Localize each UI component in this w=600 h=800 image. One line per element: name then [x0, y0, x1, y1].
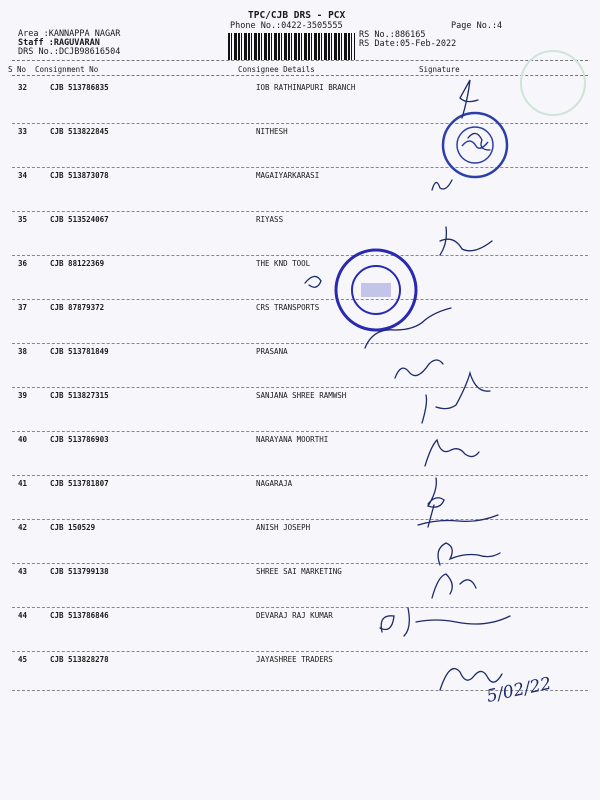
col-sno: S No [8, 65, 27, 74]
row-consignee: DEVARAJ RAJ KUMAR [256, 611, 333, 620]
signature-38 [395, 360, 443, 378]
signature-43-b [432, 574, 476, 598]
row-sno: 42 [18, 523, 28, 532]
row-sno: 45 [18, 655, 28, 664]
row-consignee: THE KND TOOL [256, 259, 311, 268]
row-consignment: CJB 513781807 [50, 479, 109, 488]
row-consignee: MAGAIYARKARASI [256, 171, 320, 180]
row-consignment: CJB 513873078 [50, 171, 109, 180]
signature-35 [440, 227, 492, 255]
row-consignment: CJB 513822845 [50, 127, 109, 136]
drs-number: DRS No.:DCJB98616504 [18, 47, 121, 57]
row-consignee: SANJANA SHREE RAMWSH [256, 391, 347, 400]
row-sno: 35 [18, 215, 28, 224]
row-consignment: CJB 88122369 [50, 259, 105, 268]
rs-date: RS Date:05-Feb-2022 [359, 39, 457, 49]
signature-41 [428, 478, 444, 507]
row-sno: 34 [18, 171, 28, 180]
area-field: Area :KANNAPPA NAGAR [18, 29, 121, 39]
signature-44 [380, 608, 510, 636]
page-number: Page No.:4 [451, 21, 503, 31]
row-consignment: CJB 513827315 [50, 391, 109, 400]
row-consignment: CJB 513828278 [50, 655, 109, 664]
row-sno: 44 [18, 611, 28, 620]
row-consignment: CJB 513781849 [50, 347, 109, 356]
row-sno: 41 [18, 479, 28, 488]
row-sno: 39 [18, 391, 28, 400]
row-sno: 33 [18, 127, 28, 136]
row-sno: 37 [18, 303, 28, 312]
row-consignment: CJB 513524067 [50, 215, 109, 224]
row-consignment: CJB 150529 [50, 523, 96, 532]
signature-33 [468, 133, 490, 150]
row-consignee: RIYASS [256, 215, 284, 224]
row-consignee: ANISH JOSEPH [256, 523, 311, 532]
signature-32 [460, 80, 478, 118]
row-consignee: NITHESH [256, 127, 288, 136]
row-consignee: NAGARAJA [256, 479, 293, 488]
row-consignment: CJB 513786846 [50, 611, 109, 620]
signature-40 [425, 440, 479, 466]
row-consignee: IOB RATHINAPURI BRANCH [256, 83, 356, 92]
col-consignment: Consignment No [35, 65, 99, 74]
row-consignee: NARAYANA MOORTHI [256, 435, 329, 444]
row-consignee: SHREE SAI MARKETING [256, 567, 342, 576]
row-sno: 40 [18, 435, 28, 444]
staff-field: Staff :RAGUVARAN [18, 38, 100, 48]
row-sno: 43 [18, 567, 28, 576]
row-consignment: CJB 513786835 [50, 83, 109, 92]
row-consignment: CJB 87879372 [50, 303, 105, 312]
signature-43-a [438, 543, 500, 565]
row-sno: 38 [18, 347, 28, 356]
signature-36 [305, 276, 321, 287]
row-sno: 36 [18, 259, 28, 268]
signature-34 [432, 180, 452, 190]
row-consignment: CJB 513786903 [50, 435, 109, 444]
row-consignee: CRS TRANSPORTS [256, 303, 320, 312]
row-consignee: JAYASHREE TRADERS [256, 655, 333, 664]
phone-number: Phone No.:0422-3505555 [230, 21, 343, 31]
handwritten-date: 5/02/22 [484, 673, 554, 707]
col-signature: Signature [419, 65, 460, 74]
row-sno: 32 [18, 83, 28, 92]
signature-42 [418, 505, 498, 527]
signature-39 [422, 373, 490, 423]
signature-37 [365, 308, 451, 348]
col-consignee: Consignee Details [238, 65, 315, 74]
row-consignee: PRASANA [256, 347, 288, 356]
rs-number: RS No.:886165 [359, 30, 426, 40]
document-title: TPC/CJB DRS - PCX [248, 10, 346, 21]
row-consignment: CJB 513799138 [50, 567, 109, 576]
